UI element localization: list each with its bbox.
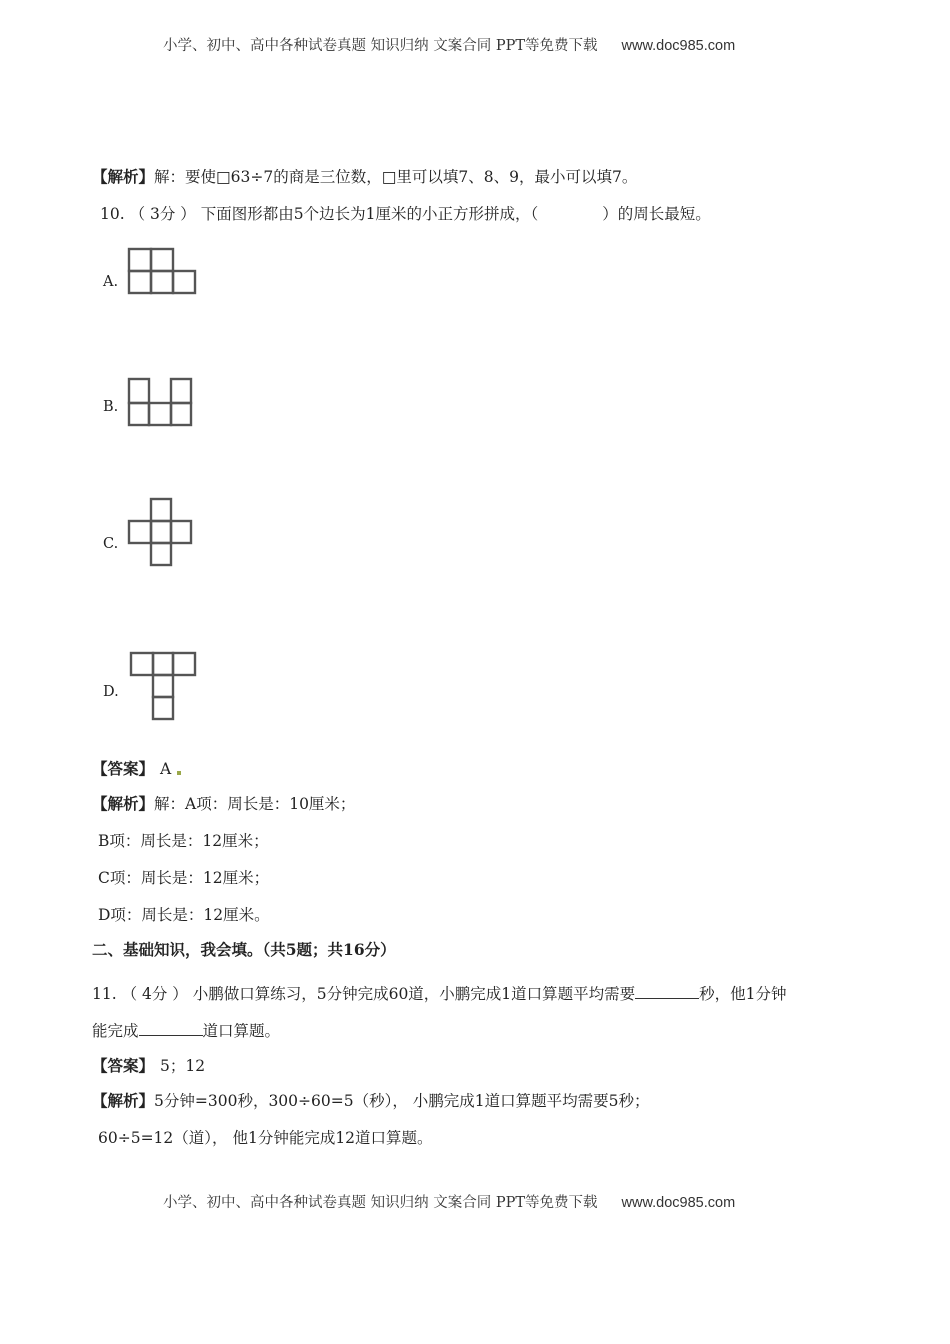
option-c-label: C. — [103, 536, 119, 552]
analysis-tag: 【解析】 — [92, 794, 155, 813]
q10-analysis-line-2: B项：周长是：12厘米； — [98, 832, 269, 850]
square — [129, 271, 151, 293]
page-footer — [163, 1191, 735, 1212]
answer-tag: 【答案】 — [92, 759, 155, 778]
square — [173, 653, 195, 675]
square — [153, 697, 173, 719]
q11-blank-2[interactable] — [139, 1021, 203, 1036]
square — [171, 379, 191, 403]
option-d-figure — [129, 650, 201, 728]
section-2-title: 二、基础知识，我会填。（共5题；共16分） — [92, 940, 396, 959]
option-d-label: D. — [103, 684, 119, 700]
square — [153, 675, 173, 697]
question-10-stem — [100, 202, 711, 224]
header-site-link[interactable]: www.doc985.com — [621, 38, 736, 54]
q11-analysis-line-2: 60÷5=12（道）， 他1分钟能完成12道口算题。 — [98, 1129, 433, 1147]
page-header — [163, 34, 735, 55]
square — [173, 271, 195, 293]
q11-stem-start: 11. （ 4分 ） 小鹏做口算练习，5分钟完成60道，小鹏完成1道口算题平均需要 — [92, 985, 636, 1003]
q11-stem-mid: 秒，他1分钟 — [699, 985, 787, 1003]
q11-stem-end: 道口算题。 — [202, 1022, 281, 1040]
square — [153, 653, 173, 675]
analysis-text: 解：A项：周长是：10厘米； — [154, 795, 356, 813]
question-11-stem-line-1 — [92, 982, 787, 1004]
prev-analysis-line — [92, 165, 637, 187]
square — [129, 521, 151, 543]
answer-tag: 【答案】 — [92, 1056, 155, 1075]
q10-stem-start: 10. （ 3分 ） 下面图形都由5个边长为1厘米的小正方形拼成，（ — [100, 205, 539, 223]
q11-answer-value: 5；12 — [160, 1057, 206, 1075]
square — [151, 271, 173, 293]
q11-stem-cont: 能完成 — [92, 1022, 139, 1040]
square — [129, 379, 149, 403]
question-11-stem-line-2 — [92, 1019, 280, 1041]
q10-analysis-line-3: C项：周长是：12厘米； — [98, 869, 270, 887]
analysis-tag: 【解析】 — [92, 167, 155, 186]
option-a-label: A. — [103, 274, 119, 290]
q11-blank-1[interactable] — [635, 984, 699, 999]
option-b-figure — [127, 376, 199, 434]
square — [151, 543, 171, 565]
q10-answer-value: A — [160, 760, 172, 778]
q11-answer-line — [92, 1054, 205, 1076]
option-b-label: B. — [103, 399, 119, 415]
header-text: 小学、初中、高中各种试卷真题 知识归纳 文案合同 PPT等免费下载 — [163, 38, 598, 54]
q10-answer-line — [92, 757, 181, 779]
footer-text: 小学、初中、高中各种试卷真题 知识归纳 文案合同 PPT等免费下载 — [163, 1195, 598, 1211]
q10-analysis-line-1 — [92, 792, 355, 814]
analysis-tag: 【解析】 — [92, 1091, 155, 1110]
option-a-figure — [127, 247, 199, 303]
analysis-text: 解：要使□63÷7的商是三位数，□里可以填7、8、9，最小可以填7。 — [154, 168, 638, 186]
square — [171, 403, 191, 425]
analysis-text: 5分钟=300秒，300÷60=5（秒）， 小鹏完成1道口算题平均需要5秒； — [154, 1092, 650, 1110]
square — [151, 249, 173, 271]
marker-dot — [177, 771, 181, 775]
square — [149, 403, 171, 425]
option-c-figure — [127, 497, 197, 575]
footer-site-link[interactable]: www.doc985.com — [621, 1195, 736, 1211]
square — [151, 521, 171, 543]
square — [129, 249, 151, 271]
square — [129, 403, 149, 425]
q11-analysis-line-1 — [92, 1089, 650, 1111]
q10-stem-end: ）的周长最短。 — [602, 205, 711, 223]
q10-analysis-line-4: D项：周长是：12厘米。 — [98, 906, 270, 924]
square — [171, 521, 191, 543]
square — [131, 653, 153, 675]
square — [151, 499, 171, 521]
